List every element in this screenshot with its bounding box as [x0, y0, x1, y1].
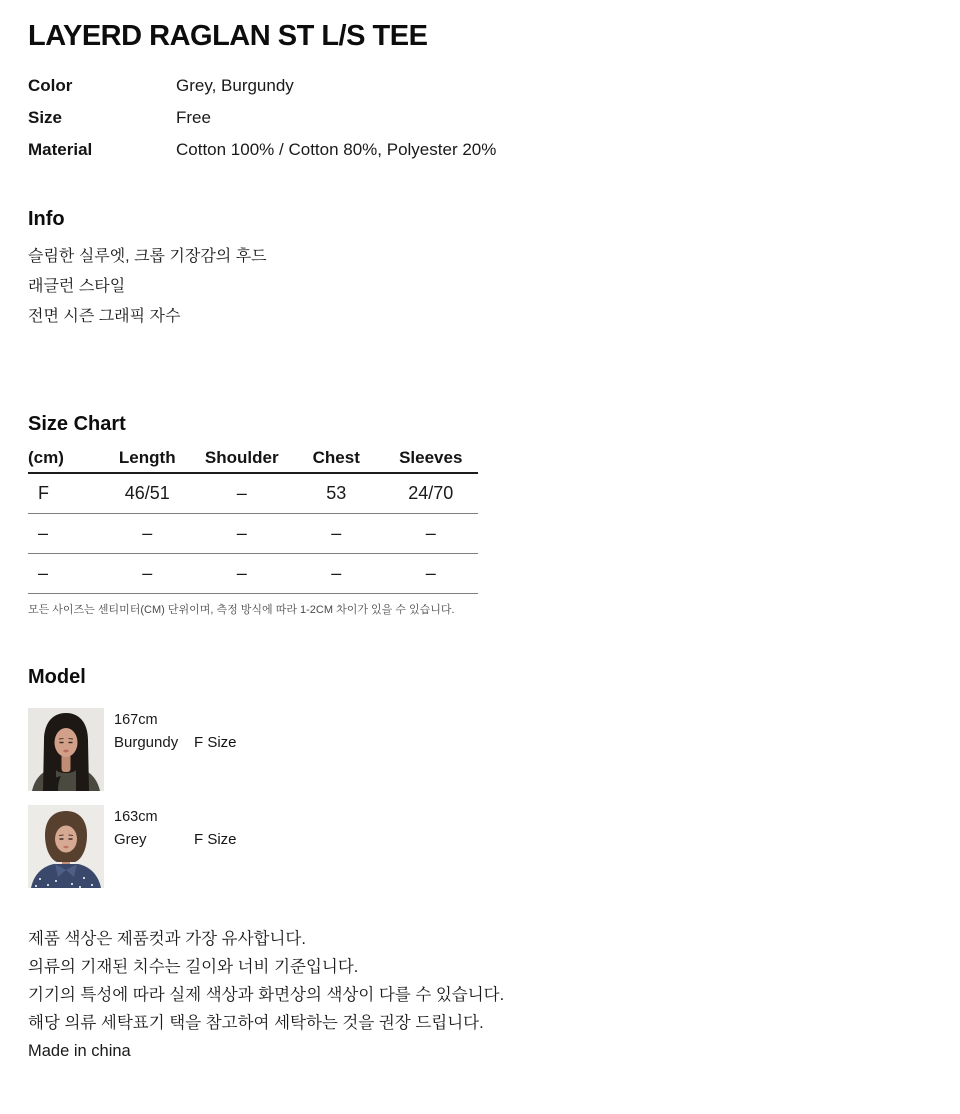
column-header-cm: (cm) [28, 443, 100, 473]
model-size: F Size [194, 733, 237, 751]
detail-value-color: Grey, Burgundy [176, 76, 294, 95]
size-cell: – [289, 513, 384, 553]
size-chart-note: 모든 사이즈는 센티미터(CM) 단위이며, 측정 방식에 따라 1-2CM 차이가 있을 수 있습니다. [28, 603, 455, 616]
detail-value-size: Free [176, 108, 211, 127]
size-cell: 24/70 [384, 473, 479, 513]
model-height: 163cm [114, 808, 158, 825]
footer-notes [28, 925, 930, 1065]
size-cell: – [100, 553, 195, 593]
footer-line: 해당 의류 세탁표기 택을 참고하여 세탁하는 것을 권장 드립니다. [28, 1013, 484, 1032]
column-header-chest: Chest [289, 443, 384, 473]
model-photo-burgundy [28, 708, 104, 791]
size-cell: – [195, 473, 290, 513]
column-header-length: Length [100, 443, 195, 473]
model-heading: Model [28, 665, 86, 688]
size-cell: 53 [289, 473, 384, 513]
size-cell: – [100, 513, 195, 553]
product-details [28, 70, 930, 166]
size-cell: – [384, 513, 479, 553]
column-header-shoulder: Shoulder [195, 443, 290, 473]
size-cell: – [195, 513, 290, 553]
size-cell: – [289, 553, 384, 593]
size-chart-table [28, 443, 478, 594]
info-line: 전면 시즌 그래픽 자수 [28, 308, 181, 325]
footer-line: 의류의 기재된 치수는 길이와 너비 기준입니다. [28, 957, 359, 976]
detail-label-size: Size [28, 108, 63, 127]
model-info [114, 805, 237, 888]
size-chart-row [28, 513, 478, 553]
detail-row-material [28, 134, 930, 166]
info-lines [28, 242, 930, 332]
size-chart-row [28, 553, 478, 593]
size-cell: – [28, 553, 100, 593]
product-title: LAYERD RAGLAN ST L/S TEE [28, 20, 428, 52]
model-size: F Size [194, 830, 237, 848]
model-entry-grey [28, 805, 930, 888]
size-cell: F [28, 473, 100, 513]
info-line: 슬림한 실루엣, 크롭 기장감의 후드 [28, 248, 267, 265]
column-header-sleeves: Sleeves [384, 443, 479, 473]
detail-label-material: Material [28, 140, 93, 159]
detail-row-size [28, 102, 930, 134]
footer-line: 기기의 특성에 따라 실제 색상과 화면상의 색상이 다를 수 있습니다. [28, 985, 505, 1004]
detail-value-material: Cotton 100% / Cotton 80%, Polyester 20% [176, 140, 497, 159]
model-color: Grey [114, 830, 147, 848]
size-cell: – [28, 513, 100, 553]
footer-line: 제품 색상은 제품컷과 가장 유사합니다. [28, 929, 306, 948]
size-chart-row [28, 473, 478, 513]
detail-label-color: Color [28, 76, 73, 95]
size-cell: – [195, 553, 290, 593]
model-info [114, 708, 237, 791]
footer-line: Made in china [28, 1041, 131, 1060]
size-chart-header-row [28, 443, 478, 473]
info-heading: Info [28, 208, 65, 230]
size-cell: 46/51 [100, 473, 195, 513]
info-line: 래글런 스타일 [28, 278, 126, 295]
size-cell: – [384, 553, 479, 593]
model-photo-grey [28, 805, 104, 888]
detail-row-color [28, 70, 930, 102]
size-chart-heading: Size Chart [28, 413, 126, 435]
model-height: 167cm [114, 711, 158, 728]
model-entry-burgundy [28, 708, 930, 791]
model-color: Burgundy [114, 733, 179, 751]
